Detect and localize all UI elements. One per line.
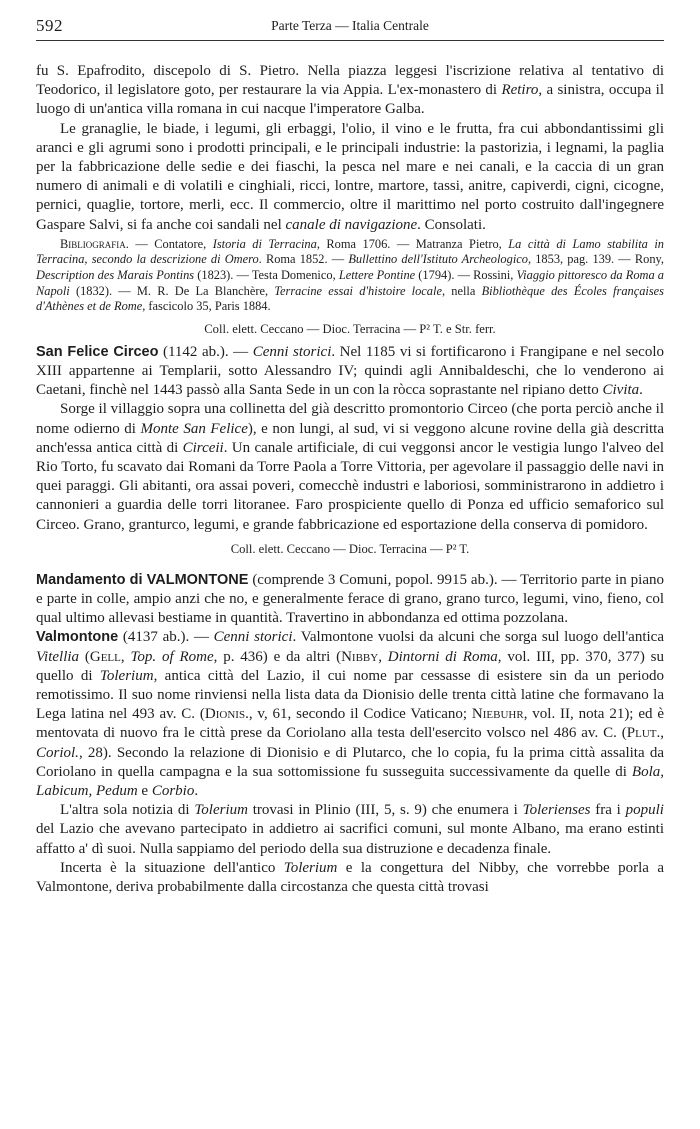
collegio-line-san-felice: Coll. elett. Ceccano — Dioc. Terracina — P² T. <box>230 541 470 556</box>
paragraph-valmontone: Valmontone (4137 ab.). — Cenni storici. Valmontone vuolsi da alcuni che sorga sul luogo dell'antica Vitellia (Gell, Top. of Rome, p. 436) e da altri (Nibby, Dintorni di Roma, vol. III, pp. 370, 377) su quello di Tolerium, antica città del Lazio, il cui nome par cessasse di esistere sin da un periodo remotissimo. Il suo nome rinviensi nella lista data da Dionisio delle trenta città latine che formavano la Lega latina nel 493 av. C. (Dionis., v, 61, secondo il Codice Vaticano; Niebuhr, vol. II, nota 21); ed è mentovata di nuovo fra le città prese da Coriolano alla testa dell'esercito volsco nel 486 av. C. (Plut., Coriol., 28). Secondo la relazione di Dionisio e di Plutarco, che lo copia, fu la prima città assalita da Coriolano in quella campagna e la sua sottomissione fu susseguita successivamente da quelle di Bola, Labicum, Pedum e Corbio. <box>36 629 665 800</box>
page-header <box>36 14 664 41</box>
page-number: 592 <box>36 16 63 35</box>
collegio-line-terracina: Coll. elett. Ceccano — Dioc. Terracina — P² T. e Str. ferr. <box>204 321 496 336</box>
bibliography-label: Bibliografia. <box>60 236 129 251</box>
running-title: Parte Terza — Italia Centrale <box>271 18 429 33</box>
bibliography-paragraph: Bibliografia. — Contatore, Istoria di Terracina, Roma 1706. — Matranza Pietro, La città di Lamo stabilita in Terracina, secondo la descrizione di Omero. Roma 1852. — Bullettino dell'Istituto Archeologico, 1853, pag. 139. — Rony, Description des Marais Pontins (1823). — Testa Domenico, Lettere Pontine (1794). — Rossini, Viaggio pittoresco da Roma a Napoli (1832). — M. R. De La Blanchère, Terracine essai d'histoire locale, nella Bibliothèque des Écoles françaises d'Athènes et de Rome, fascicolo 35, Paris 1884. <box>36 236 665 314</box>
paragraph-valmontone-3: Incerta è la situazione dell'antico Tolerium e la congettura del Nibby, che vorrebbe porla a Valmontone, deriva probabilmente dalla circostanza che questa città trovasi <box>36 859 664 896</box>
paragraph-terracina-continued: fu S. Epafrodito, discepolo di S. Pietro. Nella piazza leggesi l'iscrizione relativa al tentativo di Teodorico, il legislatore goto, per restaurare la via Appia. L'ex-monastero di Retiro, a sinistra, occupa il luogo di un'antica villa romana in cui nacque l'imperatore Galba. <box>36 63 665 118</box>
heading-valmontone: Valmontone <box>36 629 119 646</box>
paragraph-mandamento: Mandamento di VALMONTONE (comprende 3 Comuni, popol. 9915 ab.). — Territorio parte in piano e parte in colle, ampio anzi che no, e generalmente ferace di grano, grano turco, legumi, vino, fieno, col qual ultimo allevasi bestiame in quantità. Travertino in abbondanza ed ottima pozzolana. <box>36 571 664 627</box>
page-body <box>36 62 664 897</box>
section-gap <box>36 563 664 571</box>
heading-mandamento: Mandamento di VALMONTONE <box>36 571 249 588</box>
paragraph-valmontone-2: L'altra sola notizia di Tolerium trovasi in Plinio (III, 5, s. 9) che enumera i Tolerienses fra i populi del Lazio che avevano partecipato in addietro ai sacrifici comuni, sul monte Albano, ma erano estinti affatto a' dì suoi. Nulla sappiamo del periodo della sua distruzione e decadenza finale. <box>36 802 664 857</box>
paragraph-terracina-products: Le granaglie, le biade, i legumi, gli erbaggi, l'olio, il vino e le frutta, fra cui abbondantissimi gli aranci e gli agrumi sono i prodotti principali, e le principali industrie: la pastorizia, i legnami, la paglia per la fabbricazione delle sedie e dei fiaschi, la pesca nel mare e nei canali, e la caccia di un gran numero di animali e di volatili e cinghiali, ricci, lontre, martore, tassi, anitre, capiverdi, cigni, cicogne, pernici, quaglie, tortore, merli, ecc. Il commercio, oltre il marittimo nel porto costruito dall'ingegnere Gaspare Salvi, si fa anche coi sandali nel canale di navigazione. Consolati. <box>36 120 664 233</box>
paragraph-san-felice-2: Sorge il villaggio sopra una collinetta del già descritto promontorio Circeo (che porta perciò anche il nome odierno di Monte San Felice), e non lungi, al sud, vi si veggono alcune rovine della già descritta anch'essa antica città di Circeii. Un canale artificiale, di cui veggonsi ancor le vestigia lungo l'alveo del Rio Torto, fu scavato dai Romani da Torre Paola a Torre Vittoria, per agevolare il passaggio delle navi in quei paraggi. Gli abitanti, ora assai poveri, comecchè industri e laboriosi, somministrarono in addietro i cannonieri a guardia delle torri litoranee. Faro prospiciente quello di Ponza ed ufficio semaforico sul Circeo. Grano, granturco, legumi, e grande fabbricazione ed esportazione della conserva di pomidoro. <box>36 401 664 533</box>
heading-san-felice: San Felice Circeo <box>36 343 159 360</box>
paragraph-san-felice: San Felice Circeo (1142 ab.). — Cenni storici. Nel 1185 vi si fortificarono i Frangipane e nel secolo XIII appartenne ai Templarii, sotto Alessandro IV; quindi agli Annibaldeschi, che lo venderono ai Caetani, finchè nel 1443 passò alla Santa Sede in un con la ròcca soprastante nel ripiano detto Civita. <box>36 343 664 399</box>
